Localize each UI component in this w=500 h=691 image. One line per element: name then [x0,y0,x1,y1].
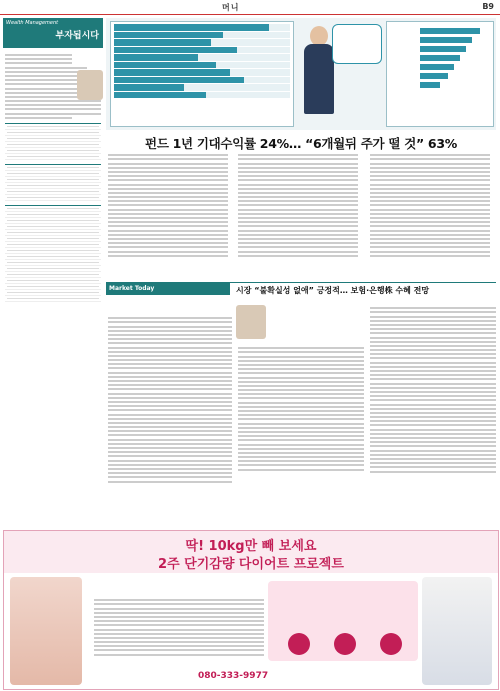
doctor-photo [422,577,492,685]
ad-body [88,577,422,685]
article-col-2 [236,152,360,277]
article-body [106,152,496,277]
diet-advertisement[interactable] [3,530,499,690]
article-col-1 [106,152,230,277]
author-photo [236,305,266,339]
market-table-2 [5,164,101,201]
brand-logo: Wealth Management [6,20,59,26]
ad-headline-2: 2주 단기감량 다이어트 프로젝트 [158,557,344,572]
page-number: B9 [482,2,494,11]
fund-chart-panel [386,21,494,127]
speech-bubble [332,24,382,64]
ad-badge-1 [288,633,310,655]
market-today-label: Market Today [106,283,230,295]
column-title: 부자됩시다 [55,31,99,41]
ad-phone-number[interactable]: 080-333-9977 [198,671,269,681]
market-headline-2: 시장 “불확실성 없애” 긍정적… 보험·은행株 수혜 전망 [236,286,430,295]
wealth-management-banner [3,18,103,48]
market-body-3 [370,305,496,475]
survey-panel [110,21,294,127]
ad-badge-3 [380,633,402,655]
survey-graphic [106,18,496,130]
section-title: 머니 [222,3,240,12]
market-table-1 [5,123,101,160]
market-body-1 [108,315,232,485]
ad-headline-1: 딱! 10kg만 빼 보세요 [185,539,317,554]
market-table-3 [5,205,101,302]
main-headline: 펀드 1년 기대수익률 24%… “6개월뒤 주가 떨 것” 63% [145,136,457,151]
page-header [0,0,500,15]
columnist-photo [77,70,103,100]
sidebar-column [3,18,103,528]
ad-badge-2 [334,633,356,655]
model-photo [10,577,82,685]
fund-bar-chart [390,24,490,104]
market-body-2 [238,345,364,473]
article-col-3 [368,152,492,277]
ad-body-text [94,597,264,658]
market-section [106,282,496,295]
